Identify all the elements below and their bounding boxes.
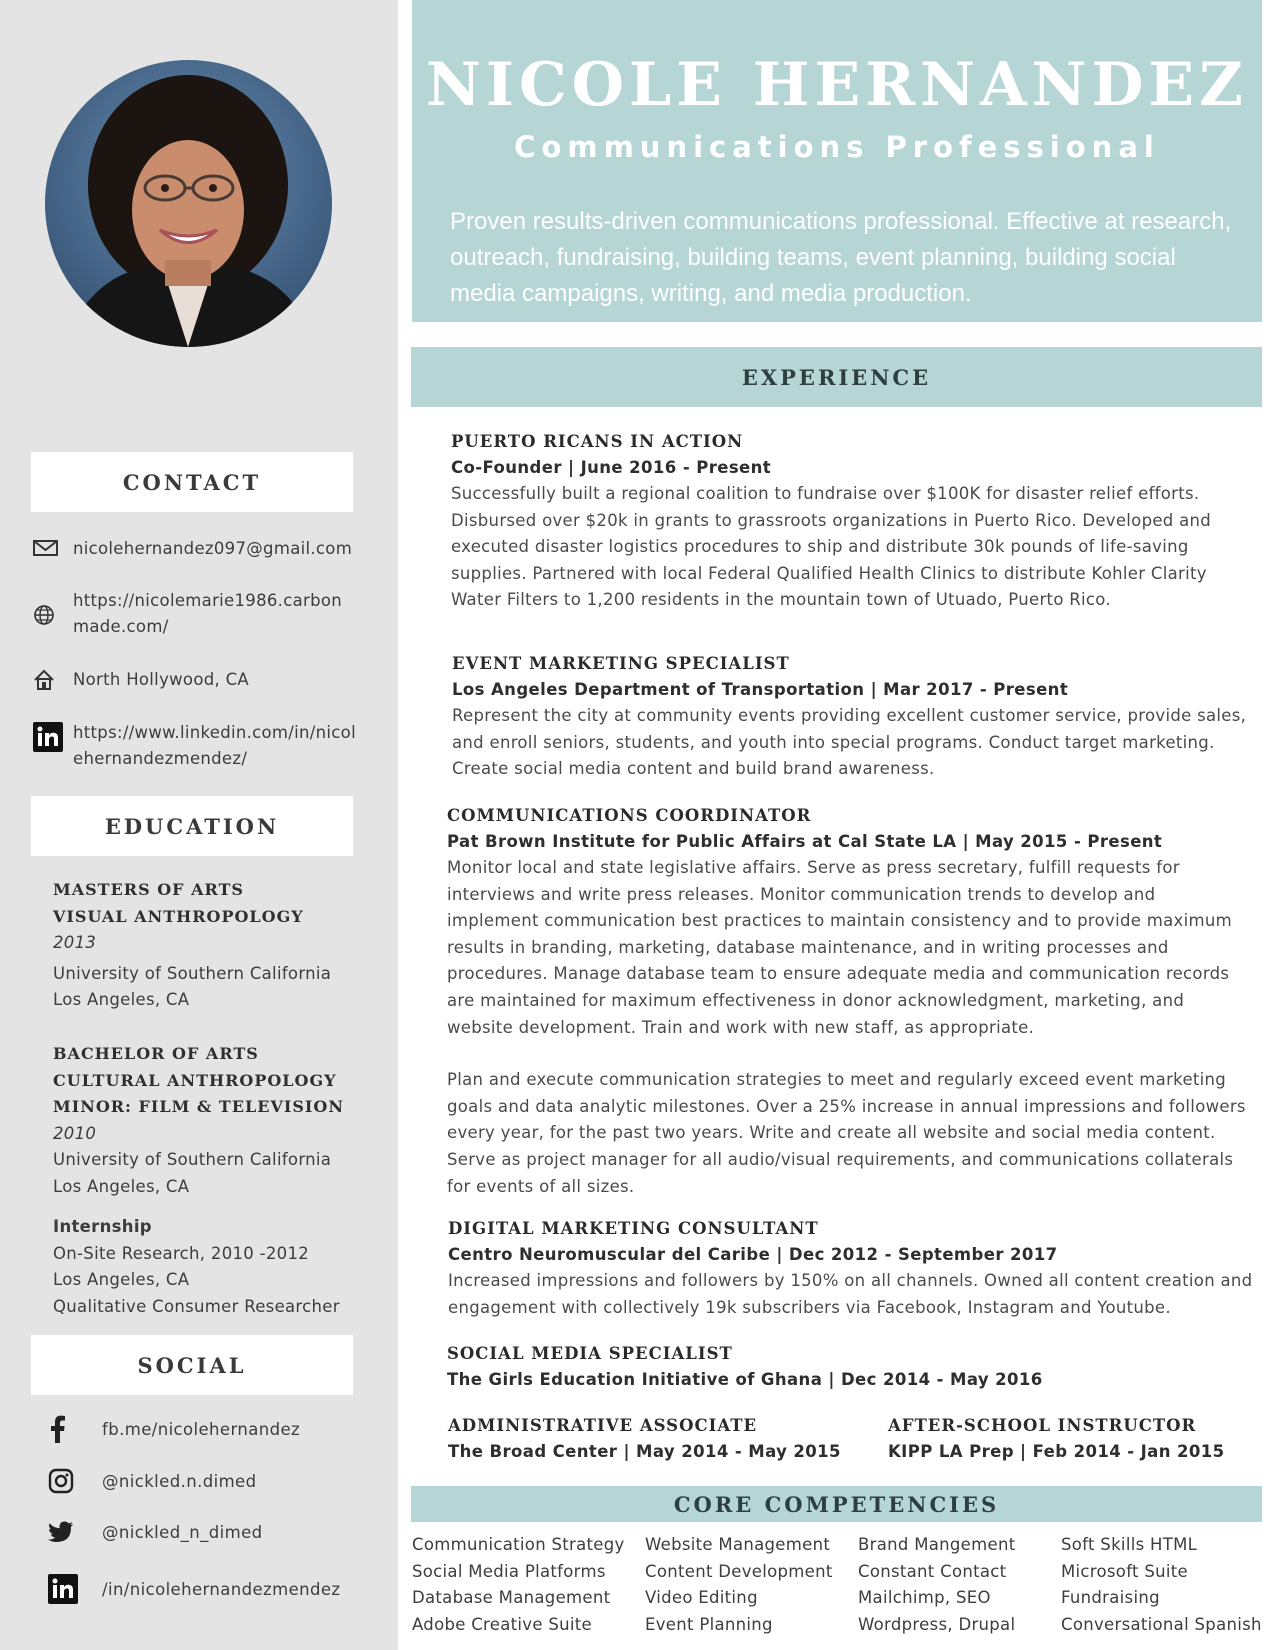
competency-item: Event Planning	[645, 1614, 773, 1634]
competency-column	[645, 1532, 833, 1638]
degree-line: MINOR: FILM & TELEVISION	[53, 1097, 344, 1116]
degree-year: 2010	[53, 1123, 97, 1143]
social-linkedin[interactable]	[48, 1574, 368, 1604]
job-description: Plan and execute communication strategies to meet and regularly exceed event marketing goals and data analytic milestones. Over a 25% increase in annual impressions and followers every year, for the past two years. Write and create all website and social media content. Serve as project manager for all audio/visual requirements, and communications collaterals for events of all sizes.	[447, 1070, 1246, 1196]
competency-column	[1061, 1532, 1262, 1638]
competency-item: Conversational Spanish	[1061, 1614, 1262, 1634]
job-title: AFTER-SCHOOL INSTRUCTOR	[888, 1416, 1197, 1435]
linkedin-handle-text: /in/nicolehernandezmendez	[102, 1579, 341, 1599]
competency-item: Communication Strategy	[412, 1535, 625, 1554]
degree-school: University of Southern California	[53, 1150, 332, 1169]
facebook-text: fb.me/nicolehernandez	[102, 1419, 301, 1439]
education-heading: EDUCATION	[31, 796, 353, 856]
social-heading: SOCIAL	[31, 1335, 353, 1395]
education-entry-masters	[53, 877, 373, 1014]
competency-item: Fundraising	[1061, 1588, 1160, 1608]
competency-item: Social Media Platforms	[412, 1561, 606, 1581]
job-description: Represent the city at community events providing excellent customer service, provide sales, and enroll seniors, students, and youth into special programs. Conduct target marketing. Create social media content and build brand awareness.	[452, 706, 1247, 779]
degree-line: VISUAL ANTHROPOLOGY	[53, 906, 304, 926]
job-entry	[452, 650, 1262, 783]
job-org: Los Angeles Department of Transportation | Mar 2017 - Present	[452, 680, 1069, 699]
competency-item: Mailchimp, SEO	[858, 1588, 991, 1608]
location-text: North Hollywood, CA	[73, 670, 249, 689]
contact-linkedin[interactable]	[33, 720, 363, 772]
competency-item: Website Management	[645, 1535, 831, 1554]
contact-location	[33, 667, 363, 693]
contact-website[interactable]	[33, 588, 363, 640]
competency-item: Video Editing	[645, 1588, 758, 1608]
internship-line: Los Angeles, CA	[53, 1270, 190, 1289]
job-title: SOCIAL MEDIA SPECIALIST	[447, 1344, 733, 1363]
sidebar	[0, 0, 398, 1650]
job-org: Co-Founder | June 2016 - Present	[451, 458, 772, 477]
internship-label: Internship	[53, 1217, 152, 1236]
social-facebook[interactable]	[48, 1415, 368, 1443]
job-entry	[888, 1412, 1258, 1465]
website-text: https://nicolemarie1986.carbonmade.com/	[73, 591, 343, 636]
internship-line: On-Site Research, 2010 -2012	[53, 1243, 310, 1263]
degree-line: BACHELOR OF ARTS	[53, 1044, 259, 1063]
competency-item: Soft Skills HTML	[1061, 1535, 1198, 1554]
job-org: Pat Brown Institute for Public Affairs at Cal State LA | May 2015 - Present	[447, 832, 1163, 851]
profile-summary: Proven results-driven communications professional. Effective at research, outreach, fundraising, building teams, event planning, building social media campaigns, writing, and media production.	[450, 208, 1232, 307]
linkedin-icon	[33, 720, 73, 752]
degree-year: 2013	[53, 933, 97, 952]
degree-city: Los Angeles, CA	[53, 990, 190, 1009]
job-org: The Girls Education Initiative of Ghana | Dec 2014 - May 2016	[447, 1370, 1043, 1389]
twitter-icon	[48, 1521, 102, 1543]
job-title: EVENT MARKETING SPECIALIST	[452, 654, 790, 673]
competency-column	[412, 1532, 625, 1638]
competency-item: Constant Contact	[858, 1561, 1007, 1581]
internship-line: Qualitative Consumer Researcher	[53, 1296, 340, 1316]
degree-city: Los Angeles, CA	[53, 1176, 190, 1196]
social-twitter[interactable]	[48, 1521, 368, 1543]
degree-school: University of Southern California	[53, 963, 332, 983]
competency-item: Wordpress, Drupal	[858, 1614, 1016, 1634]
job-entry	[447, 1340, 1257, 1393]
candidate-title: Communications Professional	[514, 130, 1160, 164]
linkedin-text: https://www.linkedin.com/in/nicolehernandezmendez/	[73, 723, 356, 768]
experience-heading: EXPERIENCE	[411, 347, 1262, 407]
education-entry-bachelors	[53, 1041, 373, 1200]
job-entry	[451, 428, 1261, 614]
competency-item: Adobe Creative Suite	[412, 1614, 592, 1634]
job-title: COMMUNICATIONS COORDINATOR	[447, 806, 812, 825]
competency-item: Content Development	[645, 1561, 833, 1581]
job-title: ADMINISTRATIVE ASSOCIATE	[448, 1416, 758, 1435]
envelope-icon	[33, 536, 73, 558]
job-entry	[448, 1412, 868, 1465]
competency-item: Brand Mangement	[858, 1535, 1016, 1554]
header-banner	[412, 0, 1262, 322]
degree-line: CULTURAL ANTHROPOLOGY	[53, 1070, 337, 1090]
job-title: PUERTO RICANS IN ACTION	[451, 432, 744, 451]
job-org: The Broad Center | May 2014 - May 2015	[448, 1442, 841, 1461]
profile-photo	[45, 60, 332, 347]
job-org: KIPP LA Prep | Feb 2014 - Jan 2015	[888, 1442, 1225, 1461]
instagram-text: @nickled.n.dimed	[102, 1471, 257, 1491]
social-instagram[interactable]	[48, 1468, 368, 1494]
job-title: DIGITAL MARKETING CONSULTANT	[448, 1219, 819, 1238]
job-entry	[447, 802, 1247, 1200]
education-internship	[53, 1214, 373, 1320]
job-description: Monitor local and state legislative affairs. Serve as press secretary, fulfill requests for interviews and write press releases. Monitor communication trends to develop and implement communication best practices to maintain consistency and to provide maximum results in branding, marketing, database maintenance, and in writing processes and procedures. Manage database team to ensure adequate media and communication records are maintained for maximum effectiveness in donor acknowledgment, marketing, and website development. Train and work with new staff, as appropriate.	[447, 858, 1233, 1037]
instagram-icon	[48, 1468, 102, 1494]
linkedin-icon	[48, 1574, 102, 1604]
twitter-text: @nickled_n_dimed	[102, 1522, 263, 1542]
competencies-heading: CORE COMPETENCIES	[411, 1486, 1262, 1522]
contact-heading: CONTACT	[31, 452, 353, 512]
globe-icon	[33, 588, 73, 626]
contact-email[interactable]	[33, 536, 363, 562]
house-icon	[33, 667, 73, 691]
competency-column	[858, 1532, 1015, 1638]
degree-line: MASTERS OF ARTS	[53, 880, 244, 899]
job-org: Centro Neuromuscular del Caribe | Dec 2012 - September 2017	[448, 1245, 1058, 1264]
job-description: Successfully built a regional coalition to fundraise over $100K for disaster relief efforts. Disbursed over $20k in grants to grassroots organizations in Puerto Rico. Developed and executed disaster logistics procedures to ship and distribute 30k pounds of life-saving supplies. Partnered with local Federal Qualified Health Clinics to distribute Kohler Clarity Water Filters to 1,200 residents in the mountain town of Utuado, Puerto Rico.	[451, 484, 1212, 610]
competency-item: Microsoft Suite	[1061, 1561, 1188, 1581]
candidate-name: NICOLE HERNANDEZ	[426, 50, 1248, 120]
job-entry	[448, 1215, 1258, 1321]
email-text: nicolehernandez097@gmail.com	[73, 539, 353, 558]
competency-item: Database Management	[412, 1588, 611, 1608]
facebook-icon	[48, 1415, 102, 1443]
job-description: Increased impressions and followers by 150% on all channels. Owned all content creation and engagement with collectively 19k subscribers via Facebook, Instagram and Youtube.	[448, 1271, 1253, 1317]
